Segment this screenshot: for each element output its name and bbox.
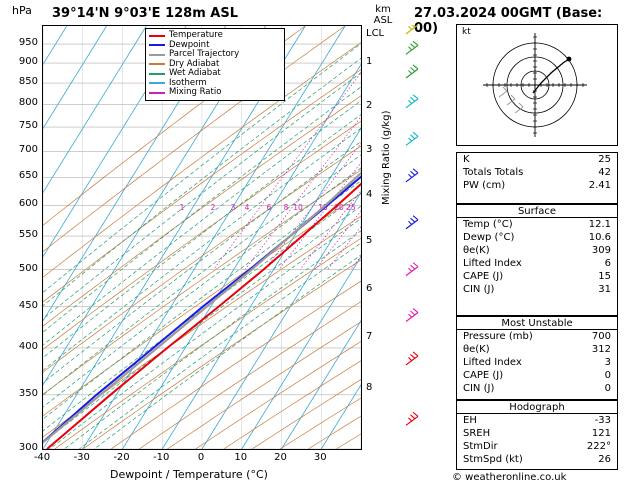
- km-unit-label: km: [375, 4, 391, 15]
- svg-text:15: 15: [318, 203, 328, 213]
- info-row-value: 3: [604, 357, 611, 368]
- most-unstable-title: Most Unstable: [457, 317, 617, 330]
- info-row-key: Temp (°C): [463, 219, 513, 230]
- info-row-key: CIN (J): [463, 284, 495, 295]
- pressure-tick-label: 300: [18, 442, 38, 453]
- info-row-key: SREH: [463, 428, 491, 439]
- info-row-value: 15: [598, 271, 611, 282]
- surface-title: Surface: [457, 205, 617, 218]
- legend-swatch: [149, 92, 165, 94]
- info-row: [457, 270, 617, 283]
- info-row: [457, 356, 617, 369]
- temperature-tick-label: -10: [153, 452, 170, 463]
- info-row-key: CIN (J): [463, 383, 495, 394]
- info-row-value: 42: [598, 167, 611, 178]
- asl-unit-label: ASL: [373, 15, 393, 26]
- info-row-value: 222°: [586, 441, 611, 452]
- legend-swatch: [149, 73, 165, 75]
- temperature-tick-label: -30: [73, 452, 90, 463]
- info-row-value: 2.41: [588, 180, 611, 191]
- temperature-tick-label: 10: [234, 452, 248, 463]
- info-row: [457, 218, 617, 231]
- info-row: [457, 231, 617, 244]
- legend-label: Wet Adiabat: [169, 68, 221, 78]
- pressure-tick-label: 350: [18, 387, 38, 399]
- legend-label: Mixing Ratio: [169, 87, 222, 97]
- info-row: [457, 453, 617, 466]
- legend-swatch: [149, 54, 165, 56]
- temperature-tick-label: 0: [197, 452, 205, 463]
- info-row-value: 0: [604, 370, 611, 381]
- altitude-tick-label: 2: [366, 99, 373, 111]
- info-row-key: Totals Totals: [463, 167, 524, 178]
- info-row-value: 121: [591, 428, 611, 439]
- info-row-value: 0: [604, 383, 611, 394]
- info-row-value: 6: [604, 258, 611, 269]
- info-row-value: 26: [598, 454, 611, 465]
- info-row-key: Lifted Index: [463, 258, 522, 269]
- legend-label: Temperature: [169, 30, 223, 40]
- info-row-key: CAPE (J): [463, 370, 504, 381]
- svg-text:4: 4: [244, 203, 250, 213]
- info-row: [457, 427, 617, 440]
- lcl-label: LCL: [366, 27, 385, 39]
- temperature-tick-label: -40: [33, 452, 51, 463]
- indices-panel: [456, 152, 618, 204]
- info-row: [457, 153, 617, 166]
- info-row: [457, 166, 617, 179]
- info-row: [457, 369, 617, 382]
- info-row-value: 312: [591, 344, 611, 355]
- pressure-tick-label: 800: [18, 97, 38, 109]
- legend-label: Parcel Trajectory: [169, 49, 240, 59]
- info-row-key: StmSpd (kt): [463, 454, 523, 465]
- info-row-key: θe(K): [463, 344, 490, 355]
- legend-item: [149, 88, 281, 98]
- info-row-value: 12.1: [588, 219, 611, 230]
- info-row-key: Pressure (mb): [463, 331, 533, 342]
- svg-text:10: 10: [293, 203, 303, 213]
- x-axis-title: Dewpoint / Temperature (°C): [110, 468, 268, 481]
- pressure-tick-label: 400: [18, 340, 38, 352]
- pressure-tick-label: 850: [18, 76, 38, 88]
- pressure-tick-label: 650: [18, 170, 38, 182]
- info-row: [457, 257, 617, 270]
- station-title: 39°14'N 9°03'E 128m ASL: [52, 6, 239, 21]
- legend-swatch: [149, 35, 165, 37]
- legend-swatch: [149, 44, 165, 46]
- svg-text:25: 25: [346, 203, 356, 213]
- info-row-value: 309: [591, 245, 611, 256]
- info-row-value: 31: [598, 284, 611, 295]
- info-row-value: -33: [594, 415, 611, 426]
- info-row-value: 700: [591, 331, 611, 342]
- legend-swatch: [149, 82, 165, 84]
- hodograph-panel: [456, 24, 618, 146]
- info-row-value: 25: [598, 154, 611, 165]
- datetime-title: 27.03.2024 00GMT (Base: 00): [414, 6, 603, 36]
- legend-label: Isotherm: [169, 77, 207, 88]
- svg-text:6: 6: [266, 203, 272, 213]
- pressure-tick-label: 600: [18, 198, 38, 210]
- info-row-key: Dewp (°C): [463, 232, 515, 243]
- altitude-tick-label: 7: [366, 331, 373, 343]
- info-row: [457, 414, 617, 427]
- hodograph-stats-panel: [456, 400, 618, 470]
- most-unstable-panel: [456, 316, 618, 400]
- pressure-tick-label: 500: [18, 262, 38, 274]
- legend-label: Dewpoint: [169, 39, 210, 50]
- altitude-tick-label: 6: [366, 282, 373, 294]
- hodograph-unit-label: kt: [462, 27, 471, 37]
- svg-text:3: 3: [230, 203, 236, 213]
- info-row: [457, 283, 617, 296]
- info-row: [457, 244, 617, 257]
- info-row-key: PW (cm): [463, 180, 506, 191]
- svg-text:2: 2: [210, 203, 216, 213]
- pressure-tick-label: 750: [18, 120, 38, 132]
- info-row: [457, 382, 617, 395]
- info-row-value: 10.6: [588, 232, 611, 243]
- legend: [145, 28, 285, 101]
- info-row-key: Lifted Index: [463, 357, 522, 368]
- copyright-footer: © weatheronline.co.uk: [452, 472, 567, 483]
- temperature-tick-label: -20: [113, 452, 130, 463]
- info-row-key: K: [463, 154, 470, 165]
- info-row: [457, 330, 617, 343]
- hodograph-stats-title: Hodograph: [457, 401, 617, 414]
- legend-label: Dry Adiabat: [169, 58, 220, 69]
- surface-panel: [456, 204, 618, 316]
- altitude-tick-label: 4: [366, 189, 373, 201]
- pressure-tick-label: 550: [18, 229, 38, 241]
- altitude-tick-label: 8: [366, 381, 373, 393]
- temperature-tick-label: 30: [313, 452, 327, 463]
- pressure-unit-label: hPa: [12, 4, 32, 17]
- info-row: [457, 343, 617, 356]
- pressure-tick-label: 950: [18, 37, 38, 49]
- altitude-tick-label: 3: [366, 143, 373, 155]
- altitude-tick-label: 5: [366, 235, 373, 247]
- svg-text:20: 20: [334, 203, 344, 213]
- info-row-key: StmDir: [463, 441, 498, 452]
- info-row: [457, 179, 617, 192]
- pressure-tick-label: 450: [18, 299, 38, 311]
- altitude-tick-label: 1: [366, 56, 373, 68]
- info-row-key: CAPE (J): [463, 271, 504, 282]
- wind-barb-column: [392, 25, 452, 450]
- svg-text:1: 1: [179, 203, 185, 213]
- mixing-ratio-axis-title: Mixing Ratio (g/kg): [381, 110, 392, 205]
- svg-text:8: 8: [283, 203, 289, 213]
- info-row-key: EH: [463, 415, 477, 426]
- pressure-tick-label: 900: [18, 56, 38, 68]
- legend-swatch: [149, 63, 165, 65]
- info-row: [457, 440, 617, 453]
- info-row-key: θe(K): [463, 245, 490, 256]
- pressure-tick-label: 700: [18, 144, 38, 156]
- temperature-tick-label: 20: [274, 452, 287, 463]
